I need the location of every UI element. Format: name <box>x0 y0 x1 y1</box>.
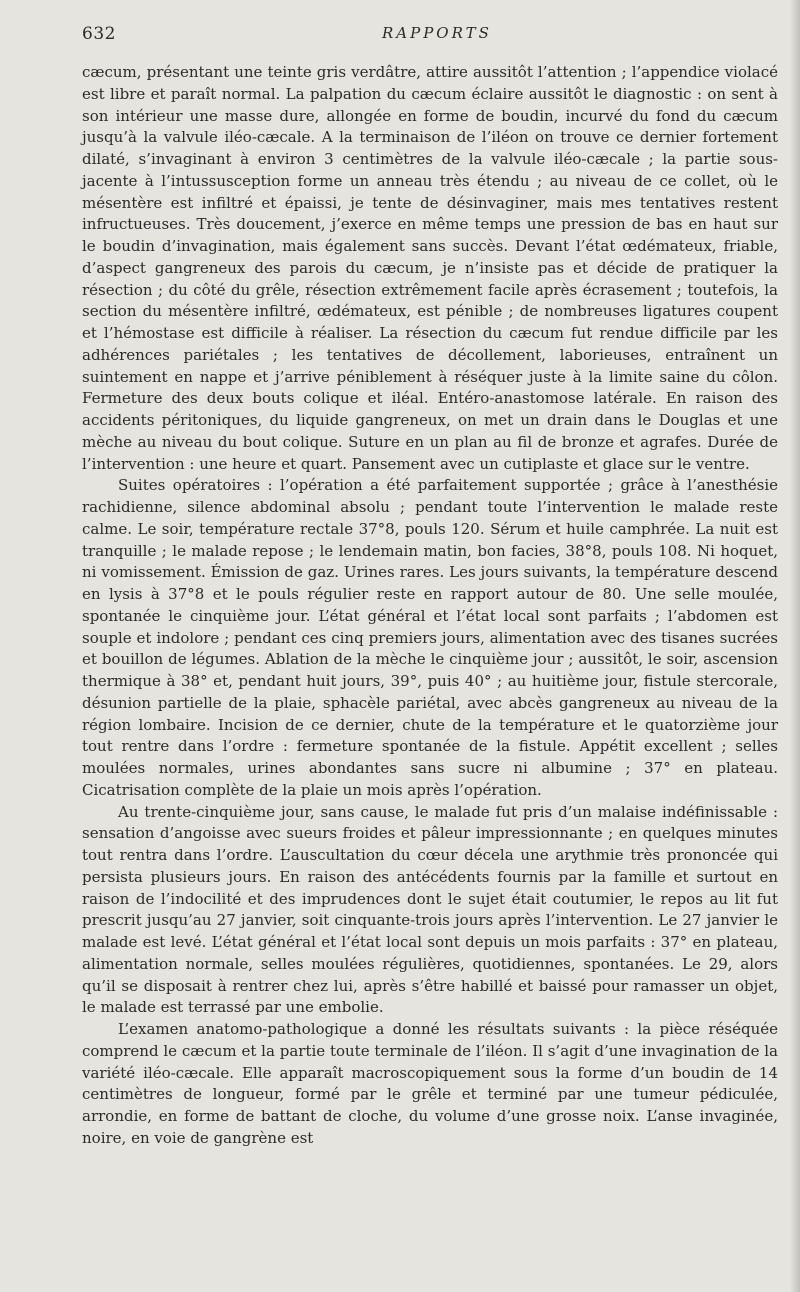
page-number: 632 <box>82 24 116 44</box>
paragraph-postoperative-course: Suites opératoires : l’opération a été parfaitement supportée ; grâce à l’anesthésie rachidienne, silence abdominal absolu ; pendant toute l’intervention le malade reste calme. Le soir, température rectale 37°8, pouls 120. Sérum et huile camphrée. La nuit est tranquille ; le malade repose ; le lendemain matin, bon facies, 38°8, pouls 108. Ni hoquet, ni vomissement. Émission de gaz. Urines rares. Les jours suivants, la température descend en lysis à 37°8 et le pouls régulier reste en rapport autour de 80. Une selle moulée, spontanée le cinquième jour. L’état général et l’état local sont parfaits ; l’abdomen est souple et indolore ; pendant ces cinq premiers jours, alimentation avec des tisanes sucrées et bouillon de légumes. Ablation de la mèche le cinquième jour ; aussitôt, le soir, ascension thermique à 38° et, pendant huit jours, 39°, puis 40° ; au huitième jour, fistule stercorale, désunion partielle de la plaie, sphacèle pariétal, avec abcès gangreneux au niveau de la région lombaire. Incision de ce dernier, chute de la température et le quatorzième jour tout rentre dans l’ordre : fermeture spontanée de la fistule. Appétit excellent ; selles moulées normales, urines abondantes sans sucre ni albumine ; 37° en plateau. Cicatrisation complète de la plaie un mois après l’opération. <box>82 476 778 799</box>
running-title: RAPPORTS <box>382 24 492 42</box>
page-header <box>82 24 778 50</box>
paragraph-operation-continued: cæcum, présentant une teinte gris verdâtre, attire aussitôt l’attention ; l’appendice violacé est libre et paraît normal. La palpation du cæcum éclaire aussitôt le diagnostic : on sent à son intérieur une masse dure, allongée en forme de boudin, incurvé du fond du cæcum jusqu’à la valvule iléo-cæcale. A la terminaison de l’iléon on trouve ce dernier fortement dilaté, s’invaginant à environ 3 centimètres de la valvule iléo-cæcale ; la partie sous-jacente à l’intussusception forme un anneau très étendu ; au niveau de ce collet, où le mésentère est infiltré et épaissi, je tente de désinvaginer, mais mes tentatives restent infructueuses. Très doucement, j’exerce en même temps une pression de bas en haut sur le boudin d’invagination, mais également sans succès. Devant l’état œdémateux, friable, d’aspect gangreneux des parois du cæcum, je n’insiste pas et décide de pratiquer la résection ; du côté du grêle, résection extrêmement facile après écrasement ; toutefois, la section du mésentère infiltré, œdémateux, est pénible ; de nombreuses ligatures coupent et l’hémostase est difficile à réaliser. La résection du cæcum fut rendue difficile par les adhérences pariétales ; les tentatives de décollement, laborieuses, entraînent un suintement en nappe et j’arrive péniblement à réséquer juste à la limite saine du côlon. Fermeture des deux bouts colique et iléal. Entéro-anastomose latérale. En raison des accidents péritoniques, du liquide gangreneux, on met un drain dans le Douglas et une mèche au niveau du bout colique. Suture en un plan au fil de bronze et agrafes. Durée de l’intervention : une heure et quart. Pansement avec un cutiplaste et glace sur le ventre. <box>82 63 778 473</box>
paragraph-embolism: Au trente-cinquième jour, sans cause, le malade fut pris d’un malaise indéfinissable : sensation d’angoisse avec sueurs froides et pâleur impressionnante ; en quelques minutes tout rentra dans l’ordre. L’auscultation du cœur décela une arythmie très prononcée qui persista plusieurs jours. En raison des antécédents fournis par la famille et surtout en raison de l’indocilité et des imprudences dont le sujet était coutumier, le repos au lit fut prescrit jusqu’au 27 janvier, soit cinquante-trois jours après l’intervention. Le 27 janvier le malade est levé. L’état général et l’état local sont depuis un mois parfaits : 37° en plateau, alimentation normale, selles moulées régulières, quotidiennes, spontanées. Le 29, alors qu’il se disposait à rentrer chez lui, après s’être habillé et baissé pour ramasser un objet, le malade est terrassé par une embolie. <box>82 802 778 1017</box>
paragraph-pathology-exam: L’examen anatomo-pathologique a donné les résultats suivants : la pièce réséquée comprend le cæcum et la partie toute terminale de l’iléon. Il s’agit d’une invagination de la variété iléo-cæcale. Elle apparaît macroscopiquement sous la forme d’un boudin de 14 centimètres de longueur, formé par le grêle et terminé par une tumeur pédiculée, arrondie, en forme de battant de cloche, du volume d’une grosse noix. L’anse invaginée, noire, en voie de gangrène est <box>82 1020 778 1147</box>
body-text <box>82 62 778 1150</box>
